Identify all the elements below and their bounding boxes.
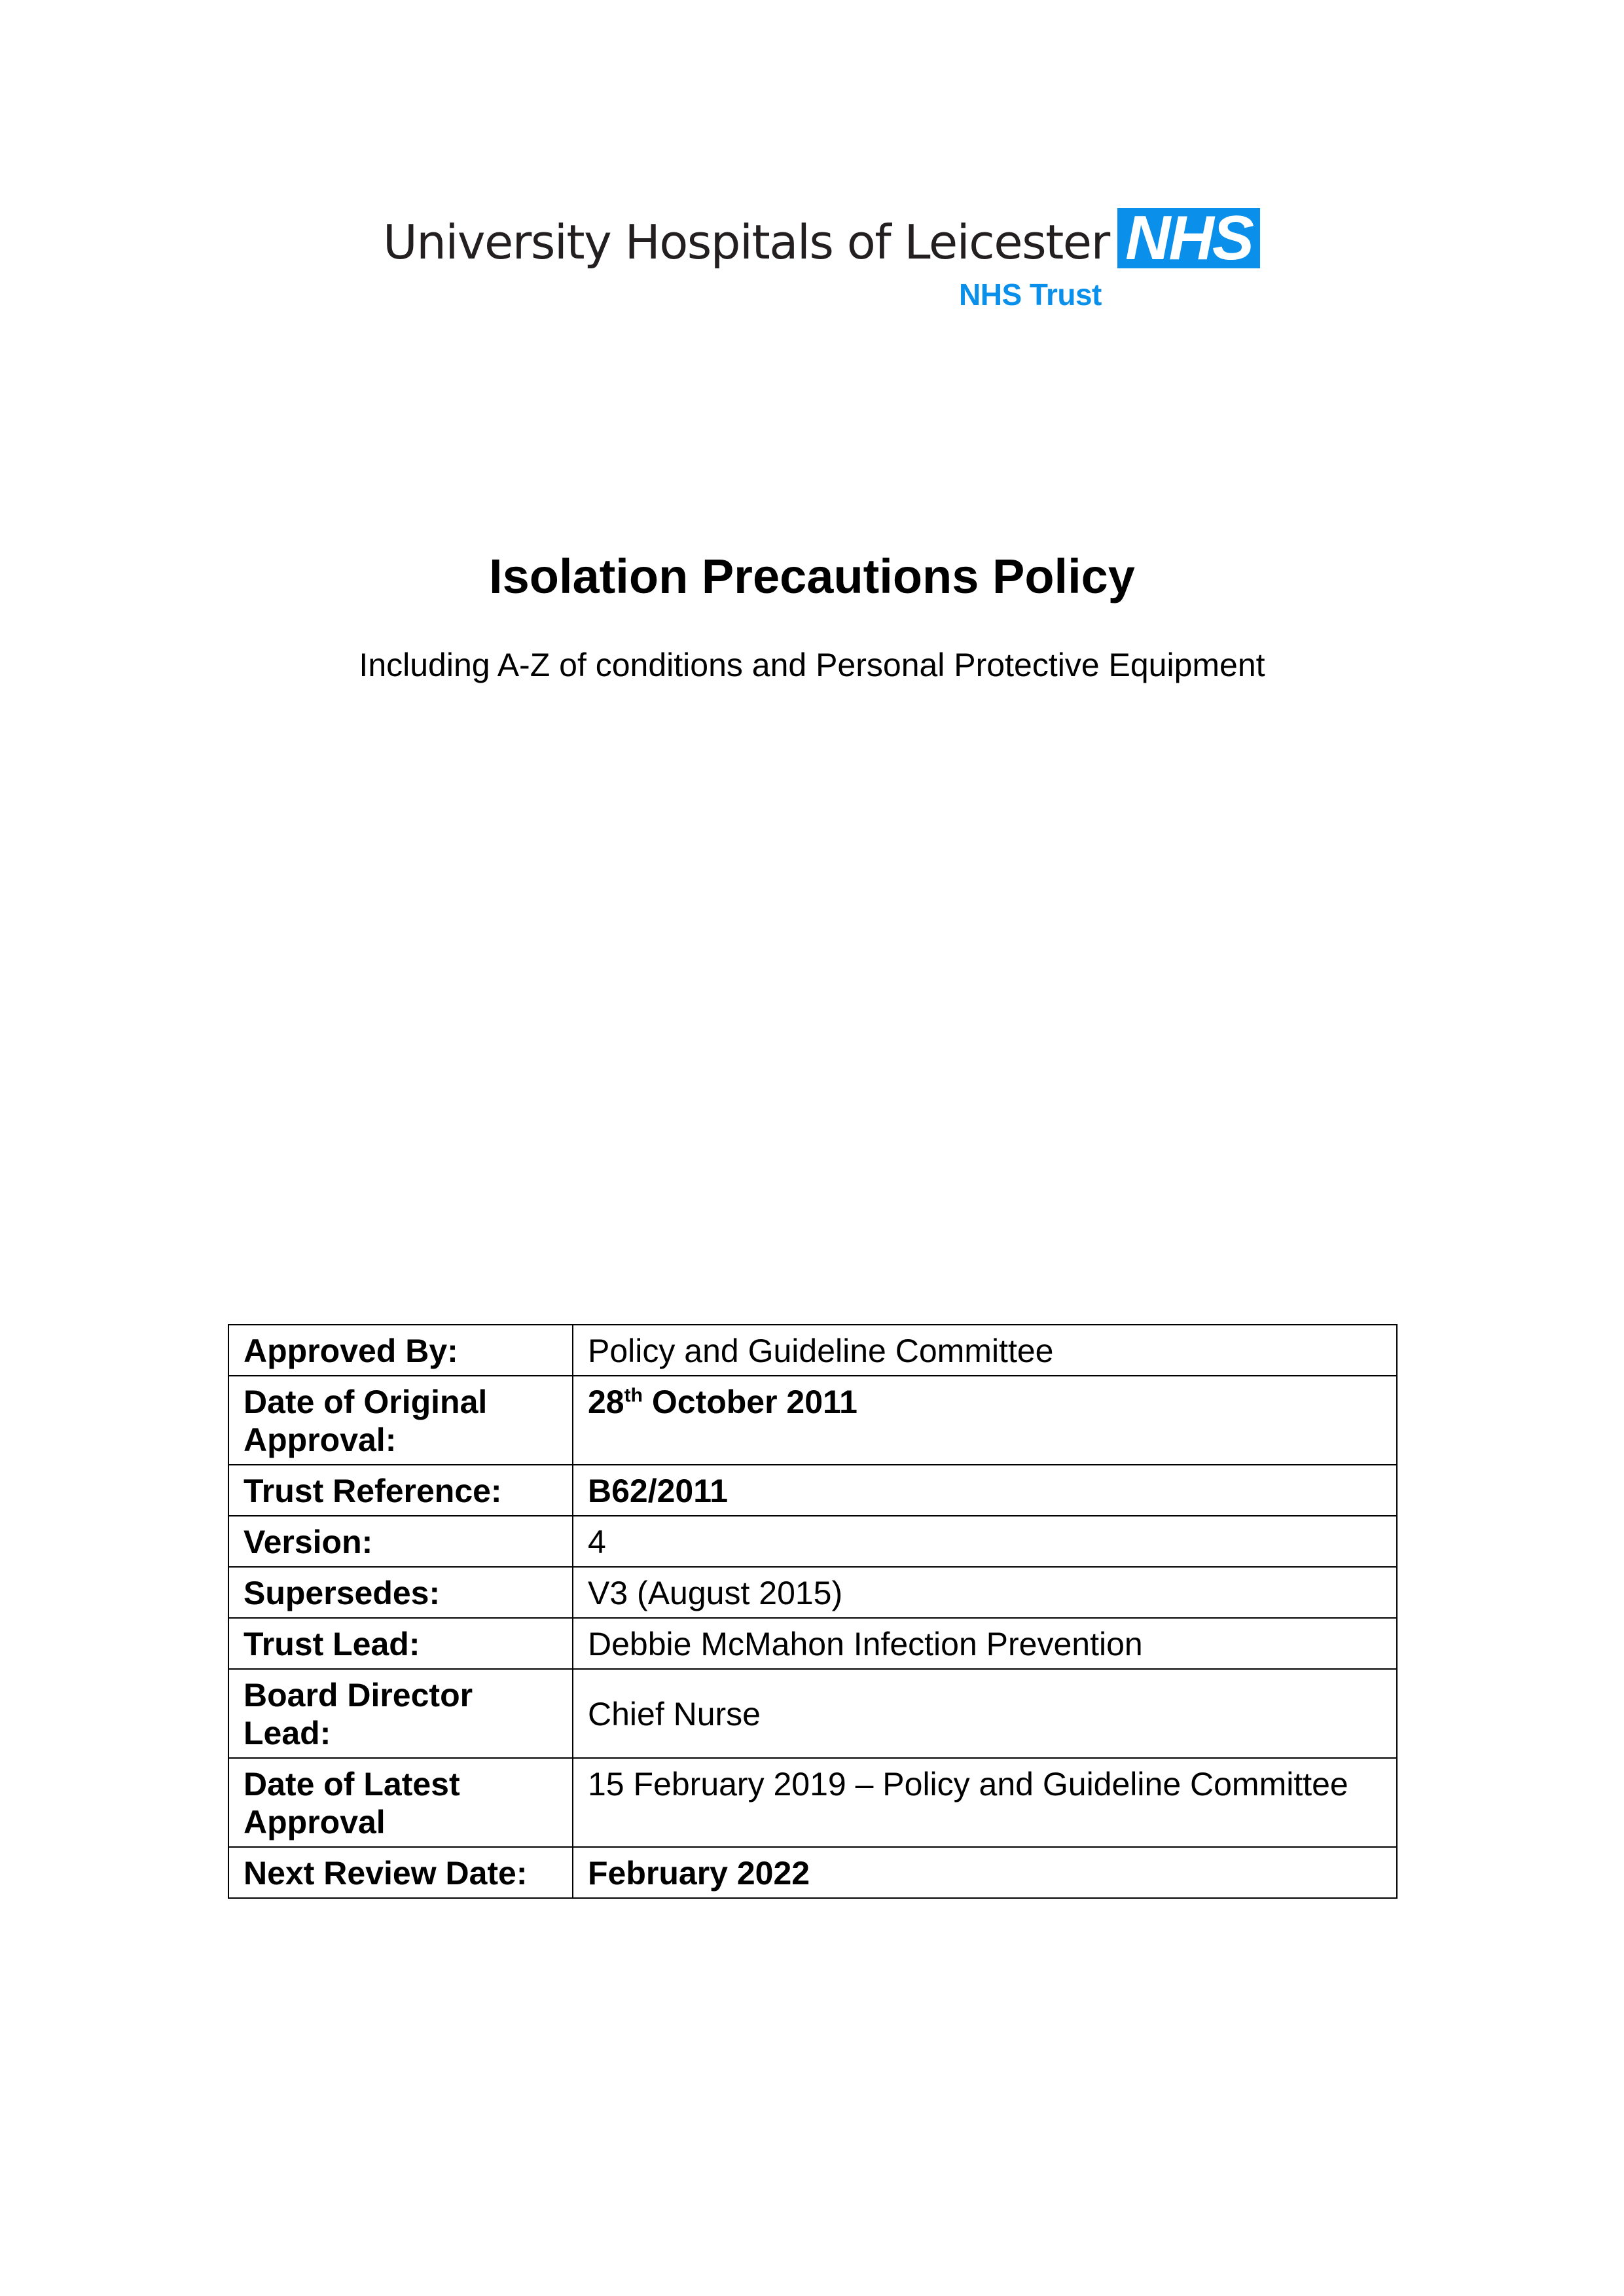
row-label: Trust Reference: [228,1465,573,1516]
nhs-logo-text: NHS [1125,203,1252,273]
row-label: Version: [228,1516,573,1567]
trust-logo [383,203,1260,313]
row-label: Date of Original Approval: [228,1376,573,1465]
table-row-board-director-lead [228,1669,1397,1758]
document-subtitle: Including A-Z of conditions and Personal Protective Equipment [359,647,1265,683]
row-value: February 2022 [573,1847,1397,1898]
document-title: Isolation Precautions Policy [489,549,1135,603]
row-value: V3 (August 2015) [573,1567,1397,1618]
row-label: Date of Latest Approval [228,1758,573,1847]
row-label: Approved By: [228,1325,573,1376]
row-value: 4 [573,1516,1397,1567]
logo-org-name: University Hospitals of Leicester [383,215,1110,270]
nhs-logo-box [1117,203,1260,273]
document-info-table [228,1324,1398,1899]
date-ordinal-suffix: th [624,1384,643,1407]
row-label: Board Director Lead: [228,1669,573,1758]
row-value: Chief Nurse [573,1669,1397,1758]
table-row-approved-by [228,1325,1397,1376]
table-row-supersedes [228,1567,1397,1618]
row-label: Supersedes: [228,1567,573,1618]
table-row-next-review [228,1847,1397,1898]
logo-trust-label: NHS Trust [959,278,1102,312]
date-rest: October 2011 [642,1384,857,1420]
row-value: Policy and Guideline Committee [573,1325,1397,1376]
table-row-latest-approval [228,1758,1397,1847]
date-day: 28 [588,1384,624,1420]
row-value: Debbie McMahon Infection Prevention [573,1618,1397,1669]
table-row-version [228,1516,1397,1567]
row-value: 15 February 2019 – Policy and Guideline Committee [573,1758,1397,1847]
table-row-original-approval [228,1376,1397,1465]
row-label: Trust Lead: [228,1618,573,1669]
table-row-trust-reference [228,1465,1397,1516]
row-label: Next Review Date: [228,1847,573,1898]
row-value [573,1376,1397,1465]
table-row-trust-lead [228,1618,1397,1669]
row-value: B62/2011 [573,1465,1397,1516]
